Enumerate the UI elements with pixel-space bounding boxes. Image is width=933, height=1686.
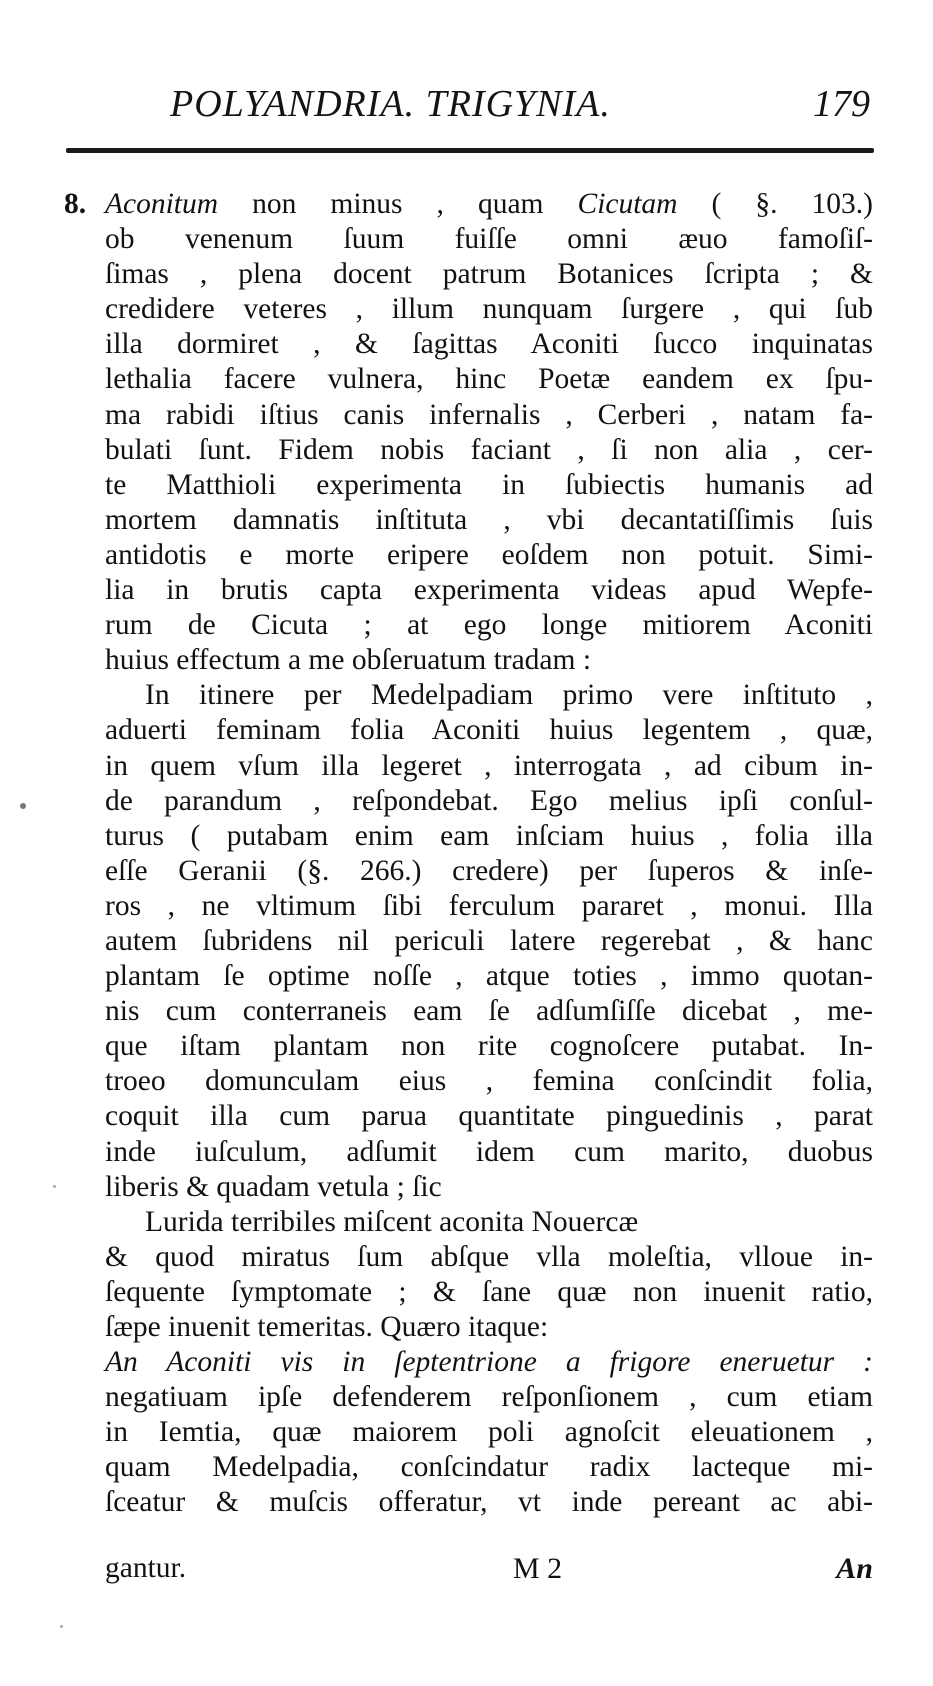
text-line: ma rabidi iſtius canis infernalis , Cerberi , natam fa- [105, 398, 873, 431]
text-line: plantam ſe optime noſſe , atque toties , immo quotan- [105, 960, 873, 993]
text-line: An Aconiti vis in ſeptentrione a frigore eneruetur : [105, 1346, 873, 1379]
text-line: & quod miratus ſum abſque vlla moleſtia, vlloue in- [105, 1240, 873, 1273]
signature-mark: M 2 [513, 1552, 563, 1585]
text-line: negatiuam ipſe defenderem reſponſionem , cum etiam [105, 1381, 873, 1414]
text-line: autem ſubridens nil periculi latere regerebat , & hanc [105, 924, 873, 957]
text-line: quam Medelpadia, conſcindatur radix lacteque mi- [105, 1451, 873, 1484]
text-line: nis cum conterraneis eam ſe adſumſiſſe dicebat , me- [105, 995, 873, 1028]
text-line: ob venenum ſuum fuiſſe omni æuo famoſiſ- [105, 223, 873, 256]
text-line: liberis & quadam vetula ; ſic [105, 1170, 442, 1203]
text-line: turus ( putabam enim eam inſciam huius , folia illa [105, 819, 873, 852]
page-header [170, 82, 870, 132]
page-footer [105, 1552, 873, 1592]
text-line: que iſtam plantam non rite cognoſcere putabat. In- [105, 1030, 873, 1063]
text-line: mortem damnatis inſtituta , vbi decantatiſſimis ſuis [105, 503, 873, 536]
text-line: te Matthioli experimenta in ſubiectis humanis ad [105, 468, 873, 501]
italic-term: Cicutam [577, 188, 678, 220]
text-line: lethalia facere vulnera, hinc Poetæ eandem ex ſpu- [105, 363, 873, 396]
text-line: coquit illa cum parua quantitate pinguedinis , parat [105, 1100, 873, 1133]
text-line: Lurida terribiles miſcent aconita Nouercæ [145, 1205, 639, 1238]
italic-term: Aconitum [105, 188, 219, 220]
text-line: in quem vſum illa legeret , interrogata , ad cibum in- [105, 749, 873, 782]
last-line-word: gantur. [105, 1552, 187, 1584]
text-line: ſequente ſymptomate ; & ſane quæ non inuenit ratio, [105, 1275, 873, 1308]
text-line: aduerti feminam folia Aconiti huius legentem , quæ, [105, 714, 873, 747]
text-line: Aconitum non minus , quam Cicutam ( §. 103.) [105, 188, 873, 220]
body-text [105, 187, 873, 1521]
margin-speck [20, 803, 26, 809]
text-line: de parandum , reſpondebat. Ego melius ipſi conſul- [105, 784, 873, 817]
text-line: rum de Cicuta ; at ego longe mitiorem Aconiti [105, 609, 873, 642]
running-title: POLYANDRIA. TRIGYNIA. [170, 83, 611, 125]
header-rule [66, 148, 874, 153]
text-line: antidotis e morte eripere eoſdem non potuit. Simi- [105, 538, 873, 571]
margin-speck [60, 1625, 63, 1628]
text-line: ſceatur & muſcis offeratur, vt inde pereant ac abi- [105, 1486, 873, 1519]
page-number: 179 [813, 83, 870, 125]
text-line: ros , ne vltimum ſibi ferculum pararet , monui. Illa [105, 889, 873, 922]
text-line: ſæpe inuenit temeritas. Quæro itaque: [105, 1311, 549, 1343]
text-line: bulati ſunt. Fidem nobis faciant , ſi non alia , cer- [105, 433, 873, 466]
margin-speck [53, 1185, 56, 1188]
text-line: In itinere per Medelpadiam primo vere inſtituto , [145, 679, 873, 712]
text-line: troeo domunculam eius , femina conſcindit folia, [105, 1065, 873, 1098]
text-line: illa dormiret , & ſagittas Aconiti ſucco inquinatas [105, 328, 873, 361]
text-line: in Iemtia, quæ maiorem poli agnoſcit eleuationem , [105, 1416, 873, 1449]
catchword: An [836, 1552, 873, 1585]
text-line: huius effectum a me obſeruatum tradam : [105, 644, 592, 677]
text-line: lia in brutis capta experimenta videas apud Wepfe- [105, 574, 873, 607]
text-line: ſimas , plena docent patrum Botanices ſcripta ; & [105, 258, 873, 291]
text-line: eſſe Geranii (§. 266.) credere) per ſuperos & inſe- [105, 854, 873, 887]
text-line: credidere veteres , illum nunquam ſurgere , qui ſub [105, 293, 873, 326]
text-line: inde iuſculum, adſumit idem cum marito, duobus [105, 1135, 873, 1168]
paragraph-marker: 8. [64, 188, 87, 220]
